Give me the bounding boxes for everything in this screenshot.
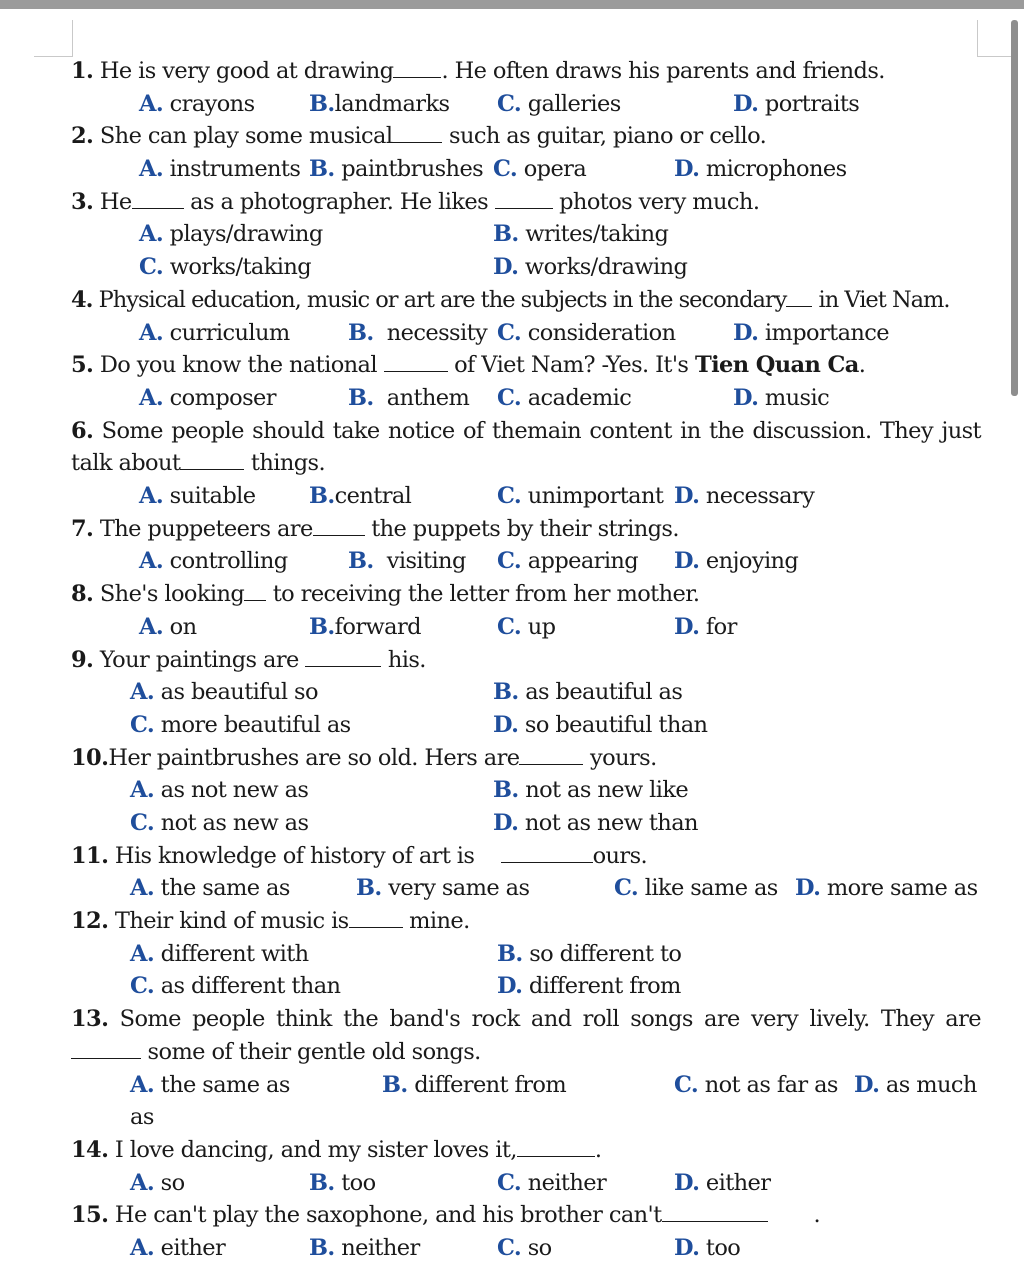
question-text: Some people think the band's rock and roll songs are very lively. They are <box>119 1006 981 1033</box>
question-11 <box>71 840 981 873</box>
question-text: photos very much. <box>552 188 760 215</box>
options-row <box>71 938 981 971</box>
scrollbar-thumb[interactable] <box>1011 20 1018 396</box>
question-number: 10. <box>71 744 109 771</box>
options-row <box>71 872 981 905</box>
question-number: 2. <box>71 123 94 150</box>
option-c[interactable]: C. appearing <box>497 548 639 575</box>
answer-blank[interactable] <box>786 289 812 307</box>
question-text: his. <box>381 646 426 673</box>
question-number: 3. <box>71 188 94 215</box>
answer-blank[interactable] <box>501 845 593 863</box>
question-number: 5. <box>71 352 94 379</box>
worksheet <box>71 55 981 1265</box>
option-b[interactable]: B. so different to <box>497 940 682 967</box>
options-row <box>71 153 981 186</box>
option-d[interactable]: D. enjoying <box>674 548 799 575</box>
option-c[interactable]: C. academic <box>497 384 632 411</box>
options-row <box>71 807 981 840</box>
question-8 <box>71 578 981 611</box>
option-c[interactable]: C. galleries <box>497 90 621 117</box>
question-5: 5. Do you know the national of Viet Nam? -Yes. It's Tien Quan Ca. <box>71 352 866 379</box>
question-text: yours. <box>583 744 657 771</box>
option-b[interactable]: B. paintbrushes <box>309 156 484 183</box>
option-a[interactable]: A. the same as <box>130 875 290 902</box>
answer-blank[interactable] <box>393 60 441 78</box>
option-d[interactable]: D. necessary <box>674 483 815 510</box>
options-row <box>71 545 981 578</box>
question-number: 8. <box>71 581 94 608</box>
question-text: Your paintings are <box>99 646 306 673</box>
options-row <box>71 1232 981 1265</box>
option-a[interactable]: A. crayons <box>139 90 255 117</box>
question-text: in Viet Nam. <box>812 286 950 313</box>
question-text: I love dancing, and my sister loves it, <box>114 1136 517 1163</box>
option-b[interactable]: B. too <box>309 1169 376 1196</box>
question-number: 11. <box>71 842 109 869</box>
option-a[interactable]: A. suitable <box>139 483 256 510</box>
option-d[interactable]: D. for <box>674 613 737 640</box>
question-15 <box>71 1199 981 1232</box>
option-b[interactable]: B. neither <box>309 1235 420 1262</box>
question-3 <box>71 186 981 219</box>
options-row <box>71 676 981 709</box>
options-row <box>71 88 981 121</box>
options-row <box>71 317 981 350</box>
top-edge-bar <box>0 0 1024 9</box>
option-b[interactable]: B.central <box>309 483 412 510</box>
question-number: 9. <box>71 646 94 673</box>
options-row <box>71 218 981 251</box>
question-2 <box>71 120 981 153</box>
option-d[interactable]: D. works/drawing <box>493 254 688 281</box>
question-text: Their kind of music is <box>114 908 349 935</box>
question-number: 15. <box>71 1202 109 1229</box>
option-c[interactable]: C. like same as <box>614 875 778 902</box>
option-d[interactable]: D. as much as <box>130 1071 977 1131</box>
option-c[interactable]: C. not as far as <box>674 1071 838 1098</box>
option-d[interactable]: D. importance <box>733 319 890 346</box>
question-text: of Viet Nam? -Yes. It's <box>447 352 695 379</box>
option-d[interactable]: D. different from <box>497 973 681 1000</box>
option-b[interactable]: B. necessity <box>348 319 488 346</box>
question-number: 4. <box>71 286 93 313</box>
question-7 <box>71 513 981 546</box>
question-number: 6. <box>71 417 94 444</box>
option-a[interactable]: A. so <box>130 1169 185 1196</box>
option-d[interactable]: D. more same as <box>795 875 978 902</box>
answer-blank[interactable] <box>244 583 266 601</box>
question-number: 14. <box>71 1136 109 1163</box>
answer-blank[interactable] <box>313 518 365 536</box>
options-row <box>71 611 981 644</box>
options-row <box>71 251 981 284</box>
question-text: He can't play the saxophone, and his brother can't <box>114 1202 662 1229</box>
option-b[interactable]: B. anthem <box>348 384 470 411</box>
option-a[interactable]: A. controlling <box>139 548 288 575</box>
option-c[interactable]: C. works/taking <box>139 254 312 281</box>
option-d[interactable]: D. microphones <box>674 156 847 183</box>
question-text: things. <box>244 450 326 477</box>
question-text: as a photographer. He likes <box>183 188 495 215</box>
option-b[interactable]: B. not as new like <box>493 777 689 804</box>
question-text: ours. <box>592 842 648 869</box>
answer-blank[interactable] <box>180 452 244 470</box>
option-b[interactable]: B.landmarks <box>309 90 450 117</box>
option-a[interactable]: A. different with <box>130 940 309 967</box>
option-c[interactable]: C. more beautiful as <box>130 711 351 738</box>
option-a[interactable]: A. curriculum <box>139 319 290 346</box>
option-c[interactable]: C. consideration <box>497 319 676 346</box>
option-a[interactable]: A. composer <box>139 384 276 411</box>
question-text: . <box>594 1136 602 1163</box>
options-row <box>71 1069 981 1134</box>
answer-blank[interactable] <box>71 1041 141 1059</box>
answer-blank[interactable] <box>132 191 184 209</box>
question-text: She can play some musical <box>99 123 393 150</box>
question-text: mine. <box>402 908 470 935</box>
answer-blank[interactable] <box>519 747 583 765</box>
answer-blank[interactable] <box>392 125 442 143</box>
option-a[interactable]: A. on <box>139 613 197 640</box>
answer-blank[interactable] <box>384 354 448 372</box>
option-b[interactable]: B. different from <box>382 1071 567 1098</box>
question-10 <box>71 742 981 775</box>
question-text: such as guitar, piano or cello. <box>442 123 767 150</box>
crop-mark-top-right <box>977 20 1014 57</box>
option-a[interactable]: A. the same as <box>130 1071 290 1098</box>
option-b[interactable]: B. as beautiful as <box>493 679 683 706</box>
answer-blank[interactable] <box>662 1204 768 1222</box>
question-text: The puppeteers are <box>99 515 313 542</box>
question-text: . <box>813 1202 820 1229</box>
question-number: 12. <box>71 908 109 935</box>
option-c[interactable]: C. not as new as <box>130 809 309 836</box>
question-13 <box>71 1003 981 1068</box>
crop-mark-top-left <box>34 20 73 57</box>
options-row <box>71 970 981 1003</box>
option-c[interactable]: C. so <box>497 1235 552 1262</box>
question-6 <box>71 415 981 480</box>
option-d[interactable]: D. either <box>674 1169 771 1196</box>
question-text: Her paintbrushes are so old. Hers are <box>108 744 520 771</box>
option-c[interactable]: C. opera <box>493 156 587 183</box>
options-row <box>71 774 981 807</box>
question-text: the puppets by their strings. <box>364 515 679 542</box>
question-9 <box>71 644 981 677</box>
anthem-name: Tien Quan Ca <box>694 352 859 379</box>
option-c[interactable]: C. up <box>497 613 556 640</box>
option-c[interactable]: C. as different than <box>130 973 341 1000</box>
question-text: He is very good at drawing <box>99 58 394 84</box>
option-b[interactable]: B. visiting <box>348 548 466 575</box>
question-number: 13. <box>71 1006 109 1033</box>
question-text: He <box>99 188 132 215</box>
question-text: some of their gentle old songs. <box>141 1038 481 1065</box>
options-row <box>71 480 981 513</box>
option-a[interactable]: A. plays/drawing <box>139 221 323 248</box>
question-text: Some people should take notice of themain content in the discussion. They just talk about <box>71 417 981 477</box>
option-d[interactable]: D. not as new than <box>493 809 698 836</box>
question-number: 7. <box>71 515 94 542</box>
option-b[interactable]: B.forward <box>309 613 421 640</box>
option-d[interactable]: D. music <box>733 384 830 411</box>
question-text: His knowledge of history of art is <box>114 842 481 869</box>
option-d[interactable]: D. so beautiful than <box>493 711 708 738</box>
question-text: . He often draws his parents and friends. <box>441 58 885 84</box>
question-4 <box>71 284 981 317</box>
question-1 <box>71 55 981 88</box>
option-a[interactable]: A. as beautiful so <box>130 679 318 706</box>
options-row <box>71 1167 981 1200</box>
question-text: Physical education, music or art are the subjects in the secondary <box>98 286 787 313</box>
answer-blank[interactable] <box>305 649 381 667</box>
answer-blank[interactable] <box>517 1139 595 1157</box>
options-row <box>71 382 981 415</box>
answer-blank[interactable] <box>495 191 553 209</box>
question-text: She's looking <box>99 581 245 608</box>
option-a[interactable]: A. instruments <box>139 156 301 183</box>
answer-blank[interactable] <box>349 910 403 928</box>
question-number: 1. <box>71 58 94 84</box>
option-b[interactable]: B. very same as <box>356 875 530 902</box>
option-d[interactable]: D. too <box>674 1235 741 1262</box>
option-b[interactable]: B. writes/taking <box>493 221 669 248</box>
option-c[interactable]: C. unimportant <box>497 483 664 510</box>
option-a[interactable]: A. either <box>130 1235 226 1262</box>
option-c[interactable]: C. neither <box>497 1169 607 1196</box>
question-text: to receiving the letter from her mother. <box>266 581 700 608</box>
question-text: Do you know the national <box>99 352 384 379</box>
option-a[interactable]: A. as not new as <box>130 777 309 804</box>
option-d[interactable]: D. portraits <box>733 90 860 117</box>
question-12 <box>71 905 981 938</box>
question-14 <box>71 1134 981 1167</box>
options-row <box>71 709 981 742</box>
